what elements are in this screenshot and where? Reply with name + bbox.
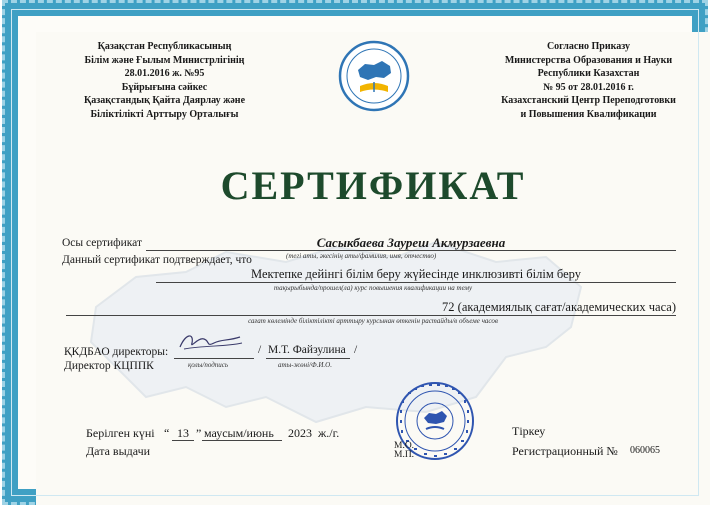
director-role-kz: ҚКДБАО директоры:	[64, 346, 169, 358]
hours-hint: сағат көлемінде біліктілікті арттыру курсынан өткенін растайды/в объеме часов	[248, 317, 498, 325]
quote-open: “	[164, 426, 170, 440]
issue-month: маусым/июнь	[204, 426, 274, 440]
certificate-title: СЕРТИФИКАТ	[220, 163, 526, 208]
header-right-line: и Повышения Квалификации	[520, 108, 657, 120]
director-name-line	[266, 358, 350, 359]
hours-line	[66, 315, 676, 316]
course-hint: тақырыбында/прошел(ла) курс повышения квалификации на тему	[273, 284, 473, 292]
issue-year-suffix: ж./г.	[318, 426, 340, 440]
slash-separator: /	[258, 344, 262, 356]
issue-day: 13	[177, 426, 189, 440]
header-left-line: Қазақстан Республикасының	[97, 41, 232, 52]
ministry-emblem-icon	[338, 40, 410, 112]
header-left-line: Бұйрығына сәйкес	[121, 81, 208, 93]
registration-label-kz: Тіркеу	[512, 424, 546, 438]
director-role-ru: Директор КЦППК	[64, 360, 154, 372]
header-right-line: Согласно Приказу	[546, 41, 631, 52]
header-left	[42, 40, 287, 121]
header-left-line: Қазақстандық Қайта Даярлау және	[83, 95, 246, 106]
header-right	[466, 40, 710, 121]
seal-place-label: М.О. М.П.	[394, 441, 415, 460]
course-line	[156, 282, 676, 283]
handwritten-signature	[176, 329, 246, 353]
header-right-line: № 95 от 28.01.2016 г.	[543, 81, 634, 93]
registration-label-ru: Регистрационный №	[512, 444, 618, 458]
recipient-name: Сасыкбаева Зауреш Акмурзаевна	[316, 235, 506, 250]
certificate-border	[2, 0, 708, 505]
header-right-line: Министерства Образования и Науки	[504, 54, 673, 66]
slash-separator: /	[354, 344, 358, 356]
director-name: М.Т. Файзулина	[268, 344, 346, 356]
header-left-line: 28.01.2016 ж. №95	[124, 68, 205, 79]
issue-date-label-kz: Берілген күні	[86, 426, 155, 440]
header-right-line: Республики Казахстан	[537, 68, 640, 79]
issue-month-line	[202, 440, 282, 441]
header-right-line: Казахстанский Центр Переподготовки	[501, 95, 676, 106]
header-left-line: Біліктілікті Арттыру Орталығы	[90, 108, 239, 120]
signature-hint: қолы/подпись	[188, 361, 229, 369]
recipient-name-hint: (тегі аты, әкесінің аты/фамилия, имя, отчество)	[286, 252, 437, 260]
registration-number: 060065	[630, 445, 660, 456]
issue-day-line	[172, 440, 194, 441]
certificate-body	[36, 32, 710, 505]
header-left-line: Білім және Ғылым Министрлігінің	[84, 54, 245, 66]
label-certificate-kz: Осы сертификат	[62, 237, 142, 249]
course-hours: 72 (академиялық сағат/академических часа)	[442, 300, 676, 314]
label-certificate-ru: Данный сертификат подтверждает, что	[62, 254, 252, 266]
signature-line	[174, 358, 254, 359]
course-title: Мектепке дейінгі білім беру жүйесінде инклюзивті білім беру	[251, 267, 581, 281]
issue-year: 2023	[288, 426, 312, 440]
issue-date-label-ru: Дата выдачи	[86, 444, 151, 458]
quote-close: ”	[196, 426, 202, 440]
director-name-hint: аты-жөні/Ф.И.О.	[278, 361, 332, 369]
